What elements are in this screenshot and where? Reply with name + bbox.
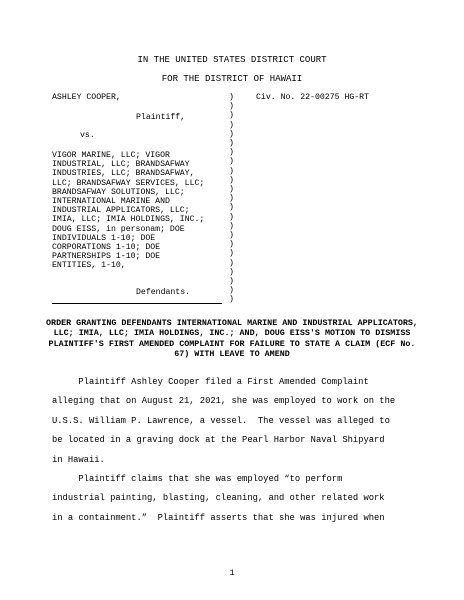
plaintiff-name: ASHLEY COOPER, <box>52 93 121 102</box>
page-number: 1 <box>229 568 235 578</box>
paren-mark: ) <box>229 295 234 305</box>
case-number: Civ. No. 22-00275 HG-RT <box>256 93 370 102</box>
paren-mark: ) <box>229 166 234 176</box>
body-line: Plaintiff claims that she was employed “to perform <box>52 474 343 484</box>
defendant-line: INDUSTRIAL APPLICATORS, LLC; <box>52 206 190 216</box>
defendant-line: ENTITIES, 1-10, <box>52 261 126 271</box>
versus-label: vs. <box>80 131 95 140</box>
paren-mark: ) <box>229 93 234 102</box>
defendant-line: CORPORATIONS 1-10; DOE <box>52 243 161 252</box>
defendant-line: PARTNERSHIPS 1-10; DOE <box>52 252 161 262</box>
order-title: ORDER GRANTING DEFENDANTS INTERNATIONAL MARINE AND INDUSTRIAL APPLICATORS, LLC; IMIA, LLC; IMIA HOLDINGS, INC.; AND, DOUG EISS'S MOTION TO DISMISS PLAINTIFF'S FIRST AMENDED COMPLAINT FOR FAILURE TO STATE A CLAIM (ECF No. 67) WITH LEAVE TO AMEND <box>46 318 418 360</box>
paren-mark: ) <box>229 194 234 204</box>
paren-mark: ) <box>229 185 234 194</box>
paren-mark: ) <box>229 175 234 185</box>
defendants-role: Defendants. <box>136 288 191 297</box>
defendant-line: INDUSTRIES, LLC; BRANDSAFWAY, <box>52 169 195 179</box>
defendant-line: INDUSTRIAL, LLC; BRANDSAFWAY <box>52 160 190 170</box>
body-line: U.S.S. William P. Lawrence, a vessel. The vessel was alleged to <box>52 416 390 426</box>
paren-mark: ) <box>229 286 234 296</box>
plaintiff-role: Plaintiff, <box>136 113 186 122</box>
paren-mark: ) <box>229 212 234 222</box>
paren-mark: ) <box>229 267 234 277</box>
defendant-line: DOUG EISS, in personam; DOE <box>52 224 185 234</box>
paren-mark: ) <box>229 240 234 250</box>
body-line: be located in a graving dock at the Pearl Harbor Naval Shipyard <box>52 435 385 445</box>
defendant-line: VIGOR MARINE, LLC; VIGOR <box>52 151 170 160</box>
paren-mark: ) <box>229 277 234 286</box>
paren-mark: ) <box>229 102 234 112</box>
paren-mark: ) <box>229 129 234 139</box>
body-line: Plaintiff Ashley Cooper filed a First Amended Complaint <box>52 377 369 387</box>
paren-mark: ) <box>229 203 234 213</box>
court-name: IN THE UNITED STATES DISTRICT COURT <box>137 55 327 65</box>
body-line: alleging that on August 21, 2021, she was employed to work on the <box>52 396 396 406</box>
body-line: industrial painting, blasting, cleaning, and other related work <box>52 493 385 503</box>
paren-mark: ) <box>229 221 234 231</box>
defendant-line: IMIA, LLC; IMIA HOLDINGS, INC.; <box>52 215 205 225</box>
defendant-line: INDIVIDUALS 1-10; DOE <box>52 233 156 243</box>
paren-mark: ) <box>229 249 234 259</box>
paren-mark: ) <box>229 120 234 130</box>
court-district: FOR THE DISTRICT OF HAWAII <box>161 74 303 84</box>
paren-mark: ) <box>229 258 234 268</box>
body-line: in a containment.” Plaintiff asserts that she was injured when <box>52 513 385 523</box>
paren-mark: ) <box>229 111 234 121</box>
caption-divider <box>52 303 222 304</box>
paren-mark: ) <box>229 148 234 158</box>
paren-mark: ) <box>229 157 234 167</box>
defendant-line: BRANDSAFWAY SOLUTIONS, LLC; <box>52 187 185 197</box>
defendant-line: LLC; BRANDSAFWAY SERVICES, LLC; <box>52 178 205 188</box>
paren-mark: ) <box>229 231 234 240</box>
paren-mark: ) <box>229 139 234 148</box>
defendant-line: INTERNATIONAL MARINE AND <box>52 197 170 206</box>
body-line: in Hawaii. <box>52 455 105 465</box>
